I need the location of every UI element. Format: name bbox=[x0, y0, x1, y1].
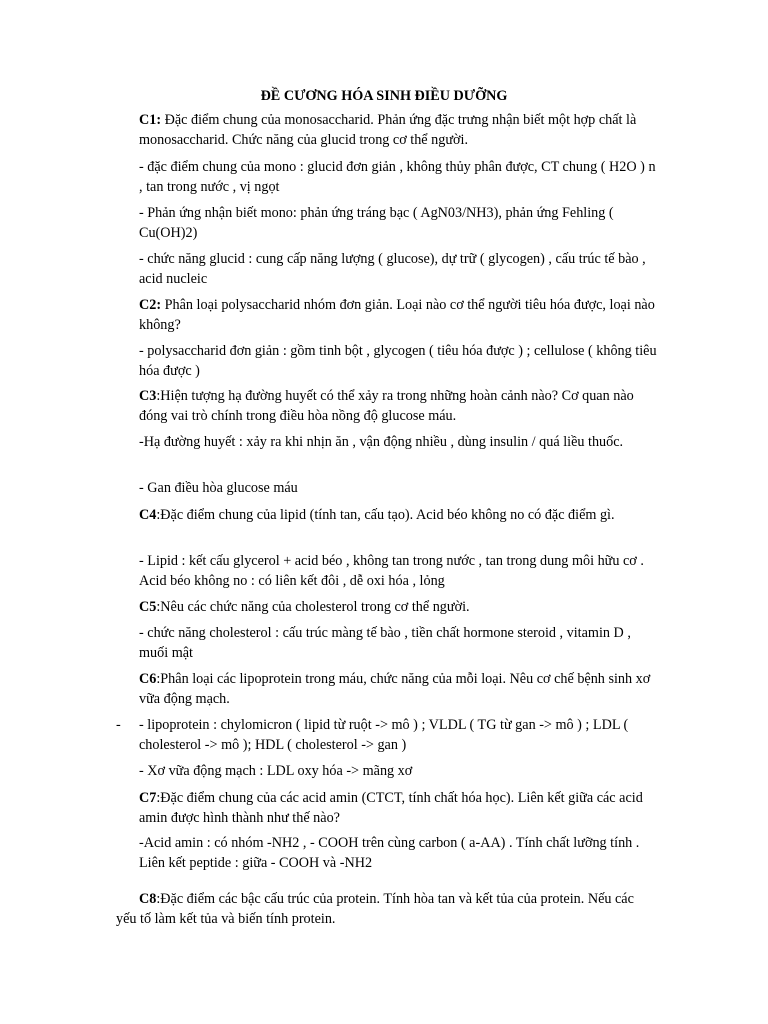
question-label: C6 bbox=[139, 671, 157, 687]
answer-c4: - Lipid : kết cấu glycerol + acid béo , không tan trong nước , tan trong dung môi hữu cơ . Acid béo không no : có liên kết đôi , dễ oxi hóa , lỏng bbox=[139, 553, 644, 590]
list-bullet: - bbox=[116, 717, 121, 733]
question-label: C4 bbox=[139, 507, 157, 523]
question-c2 bbox=[139, 295, 659, 336]
question-text: :Đặc điểm chung của lipid (tính tan, cấu tạo). Acid béo không no có đặc điểm gì. bbox=[156, 507, 615, 523]
question-label: C1: bbox=[139, 112, 162, 128]
question-c6 bbox=[139, 669, 659, 710]
answer-c5: - chức năng cholesterol : cấu trúc màng tế bào , tiền chất hormone steroid , vitamin D , muối mật bbox=[139, 625, 631, 662]
question-c5 bbox=[139, 597, 659, 617]
question-label: C3 bbox=[139, 388, 157, 404]
question-c7 bbox=[139, 788, 659, 829]
answer-c1-mono: - đặc điểm chung của mono : glucid đơn giản , không thủy phân được, CT chung ( H2O ) n , tan trong nước , vị ngọt bbox=[139, 159, 656, 196]
answer-c1-function: - chức năng glucid : cung cấp năng lượng ( glucose), dự trữ ( glycogen) , cấu trúc tế bào , acid nucleic bbox=[139, 251, 646, 288]
question-c3 bbox=[139, 386, 659, 427]
question-c8 bbox=[116, 889, 656, 930]
question-text: Đặc điểm chung của monosaccharid. Phản ứng đặc trưng nhận biết một hợp chất là monosaccharid. Chức năng của glucid trong cơ thể người. bbox=[139, 112, 637, 149]
answer-c7: -Acid amin : có nhóm -NH2 , - COOH trên cùng carbon ( a-AA) . Tính chất lưỡng tính . Liên kết peptide : giữa - COOH và -NH2 bbox=[139, 835, 640, 872]
question-text: :Nêu các chức năng của cholesterol trong cơ thể người. bbox=[156, 599, 470, 615]
answer-c3-hypoglycemia: -Hạ đường huyết : xảy ra khi nhịn ăn , vận động nhiều , dùng insulin / quá liều thuốc. bbox=[139, 434, 624, 450]
question-text: :Đặc điểm chung của các acid amin (CTCT, tính chất hóa học). Liên kết giữa các acid amin được hình thành như thế nào? bbox=[139, 790, 643, 827]
document-title: ĐỀ CƯƠNG HÓA SINH ĐIỀU DƯỠNG bbox=[260, 88, 508, 104]
question-label: C7 bbox=[139, 790, 157, 806]
question-text: :Đặc điểm các bậc cấu trúc của protein. Tính hòa tan và kết tủa của protein. Nếu các yếu tố làm kết tủa và biến tính protein. bbox=[116, 891, 634, 928]
question-text: :Hiện tượng hạ đường huyết có thể xảy ra trong những hoàn cảnh nào? Cơ quan nào đóng vai trò chính trong điều hòa nồng độ glucose máu. bbox=[139, 388, 634, 425]
answer-c6-lipoprotein: - lipoprotein : chylomicron ( lipid từ ruột -> mô ) ; VLDL ( TG từ gan -> mô ) ; LDL ( cholesterol -> mô ); HDL ( cholesterol -> gan ) bbox=[139, 717, 629, 754]
question-text: Phân loại polysaccharid nhóm đơn giản. Loại nào cơ thể người tiêu hóa được, loại nào không? bbox=[139, 297, 655, 334]
question-c4 bbox=[139, 505, 659, 525]
question-label: C8 bbox=[139, 891, 157, 907]
answer-c6-atherosclerosis: - Xơ vữa động mạch : LDL oxy hóa -> mãng xơ bbox=[139, 763, 413, 779]
answer-c3-liver: - Gan điều hòa glucose máu bbox=[139, 480, 298, 496]
question-label: C2: bbox=[139, 297, 162, 313]
answer-c2: - polysaccharid đơn giản : gồm tinh bột , glycogen ( tiêu hóa được ) ; cellulose ( không tiêu hóa được ) bbox=[139, 343, 657, 380]
answer-c1-reaction: - Phản ứng nhận biết mono: phản ứng tráng bạc ( AgN03/NH3), phản ứng Fehling ( Cu(OH)2) bbox=[139, 205, 614, 242]
question-c1 bbox=[139, 110, 659, 151]
question-text: :Phân loại các lipoprotein trong máu, chức năng của mỗi loại. Nêu cơ chế bệnh sinh xơ vữa động mạch. bbox=[139, 671, 651, 708]
question-label: C5 bbox=[139, 599, 157, 615]
